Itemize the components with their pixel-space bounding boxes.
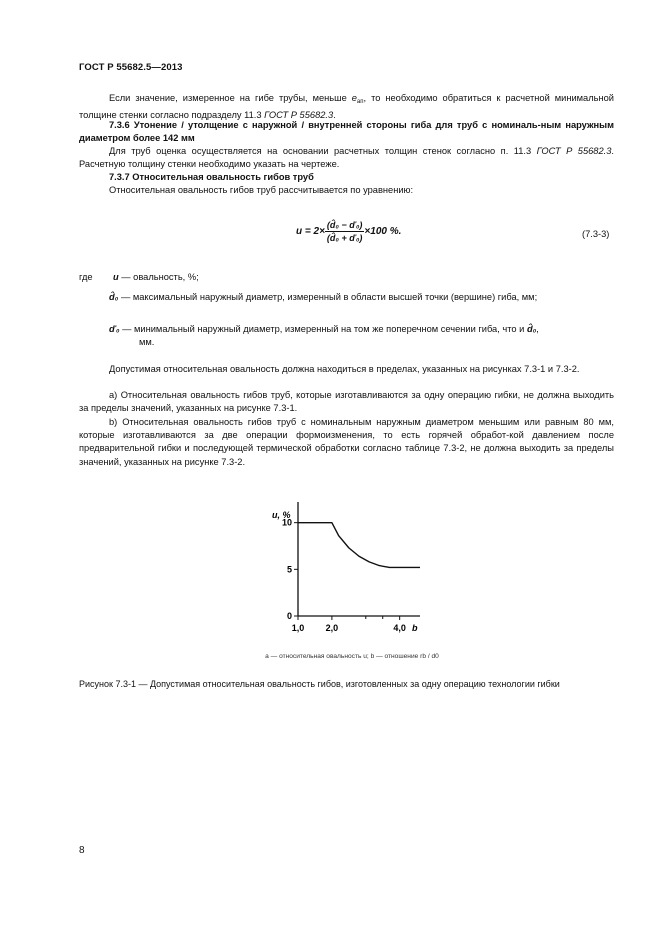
paragraph-allowable: Допустимая относительная овальность должна находиться в пределах, указанных на рисунках 7.3-1 и 7.3-2.	[109, 364, 580, 374]
ovality-formula: u = 2× $\frac{\text{(d̂₀ − ď₀)}}{\text{(d̂₀ + ď₀)}}$ ×100 %.	[296, 220, 402, 243]
x-tick-label: 4,0	[393, 623, 406, 633]
paragraph-7-3-7-intro: Относительная овальность гибов труб рассчитывается по уравнению:	[109, 185, 414, 195]
figure-caption: Рисунок 7.3-1 — Допустимая относительная овальность гибов, изготовленных за одну операцию технологии гибки	[79, 679, 560, 689]
paragraph-item-b: b) Относительная овальность гибов труб с номинальным наружным диаметром меньшим или равным 80 мм, которые изготавливаются за две операции формоизменения, то есть горячей обработ-кой давлением после предварительной гибки и последующей термической обработки согласно таблице 7.3-2, не должна выходить за пределы значений, указанных на рисунке 7.3-2.	[79, 417, 614, 467]
section-heading-7-3-6: 7.3.6 Утонение / утолщение с наружной / внутренней стороны гиба для труб с номиналь-ным наружным диаметром более 142 мм	[79, 120, 614, 144]
y-tick-label: 0	[286, 611, 292, 621]
series-line-u	[298, 523, 420, 568]
x-axis-label: b	[412, 623, 418, 633]
x-tick-label: 2,0	[325, 623, 339, 633]
section-heading-7-3-7: 7.3.7 Относительная овальность гибов труб	[109, 172, 314, 182]
y-tick-label: 10	[281, 517, 292, 528]
page-header: ГОСТ Р 55682.5—2013	[79, 62, 183, 73]
y-tick-label: 5	[286, 564, 292, 575]
equation-number: (7.3-3)	[582, 229, 610, 239]
where-item-dmin: ď₀ — минимальный наружный диаметр, измеренный на том же поперечном сечении гиба, что и d̂₀, мм.	[109, 324, 539, 348]
paragraph-7-3-6: Для труб оценка осуществляется на основании расчетных толщин стенок согласно п. 11.3 ГОСТ Р 55682.3. Расчетную толщину стенки необходимо указать на чертеже.	[79, 146, 614, 170]
where-item-u: u — овальность, %;	[113, 272, 199, 282]
where-label: где	[79, 272, 93, 282]
y-axis-label: u, %	[272, 510, 291, 520]
x-tick-label: 1,0	[291, 623, 305, 633]
chart-legend-text: a — относительная овальность u; b — отношение rb / d0	[265, 653, 439, 660]
ovality-chart	[260, 500, 440, 650]
paragraph-thickness: Если значение, измеренное на гибе трубы, меньше $e_{ап}$, то необходимо обратиться к расчетной минимальной толщине стенки согласно подразделу 11.3 ГОСТ Р 55682.3.	[79, 93, 614, 121]
page-number: 8	[79, 845, 85, 856]
where-item-dmax: d̂₀ — максимальный наружный диаметр, измеренный в области высшей точки (вершине) гиба, мм;	[109, 292, 538, 302]
paragraph-item-a: a) Относительная овальность гибов труб, которые изготавливаются за одну операцию гибки, не должна выходить за пределы значений, указанных на рисунке 7.3-1.	[79, 390, 614, 414]
